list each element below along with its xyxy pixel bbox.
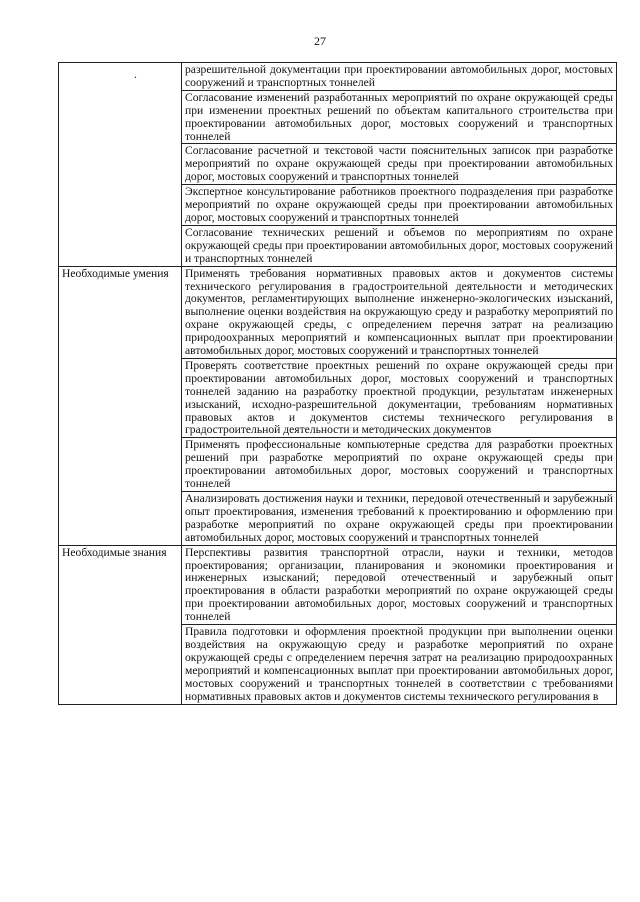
page-number: 27 (314, 34, 326, 48)
table-cell: Согласование изменений разработанных мероприятий по охране окружающей среды при изменении проектных решений по объектам капитального строительства при проектировании автомобильных дорог, мостовых сооружений и транспортных тоннелей (182, 90, 617, 144)
row-label-skills: Необходимые умения (59, 266, 182, 545)
table-cell: Применять требования нормативных правовых актов и документов системы технического регулирования в градостроительной деятельности и методических документов, регламентирующих выполнение инженерно-экологических изысканий, выполнение оценки воздействия на окружающую среду и разработку мероприятий по охране окружающей среды, с определением перечня затрат на реализацию природоохранных мероприятий и компенсационных выплат при проектировании автомобильных дорог, мостовых сооружений и транспортных тоннелей (182, 266, 617, 358)
table-cell: Анализировать достижения науки и техники, передовой отечественный и зарубежный опыт проектирования, изменения требований к проектированию и оформлению при разработке мероприятий по охране окружающей среды при проектировании автомобильных дорог, мостовых сооружений и транспортных тоннелей (182, 492, 617, 546)
table-cell: Применять профессиональные компьютерные средства для разработки проектных решений при разработке мероприятий по охране окружающей среды при проектировании автомобильных дорог, мостовых сооружений и транспортных тоннелей (182, 438, 617, 492)
row-label-continued (59, 63, 182, 267)
table-row (59, 545, 617, 624)
table-cell: Правила подготовки и оформления проектной продукции при выполнении оценки воздействия на окружающую среду и разработке мероприятий по охране окружающей среды с определением перечня затрат на реализацию природоохранных мероприятий и компенсационных выплат при проектировании автомобильных дорог, мостовых сооружений и транспортных тоннелей в соответствии с требованиями нормативных правовых актов и документов системы технического регулирования в (182, 625, 617, 704)
table-row (59, 266, 617, 358)
table-cell: Перспективы развития транспортной отрасли, науки и техники, методов проектирования; организации, планирования и экономики проектирования и инженерных изысканий; передовой отечественный и зарубежный опыт проектирования в области разработки мероприятий по охране окружающей среды при проектировании автомобильных дорог, мостовых сооружений и транспортных тоннелей (182, 545, 617, 624)
row-label-knowledge: Необходимые знания (59, 545, 182, 704)
section-label: . (134, 68, 137, 81)
table-cell: Согласование расчетной и текстовой части пояснительных записок при разработке мероприятий по охране окружающей среды при проектировании автомобильных дорог, мостовых сооружений и транспортных тоннелей (182, 144, 617, 185)
table-row (59, 63, 617, 91)
table-cell: Проверять соответствие проектных решений по охране окружающей среды при проектировании автомобильных дорог, мостовых сооружений и транспортных тоннелей заданию на разработку проектной продукции, результатам инженерных изысканий, исходно-разрешительной документации, требованиям нормативных правовых актов и документов системы технического регулирования в градостроительной деятельности и методических документов (182, 358, 617, 437)
table-cell: Согласование технических решений и объемов по мероприятиям по охране окружающей среды при проектировании автомобильных дорог, мостовых сооружений и транспортных тоннелей (182, 225, 617, 266)
requirements-table (58, 62, 617, 705)
table-cell: разрешительной документации при проектировании автомобильных дорог, мостовых сооружений и транспортных тоннелей (182, 63, 617, 91)
table-cell: Экспертное консультирование работников проектного подразделения при разработке мероприятий по охране окружающей среды при проектировании автомобильных дорог, мостовых сооружений и транспортных тоннелей (182, 185, 617, 226)
